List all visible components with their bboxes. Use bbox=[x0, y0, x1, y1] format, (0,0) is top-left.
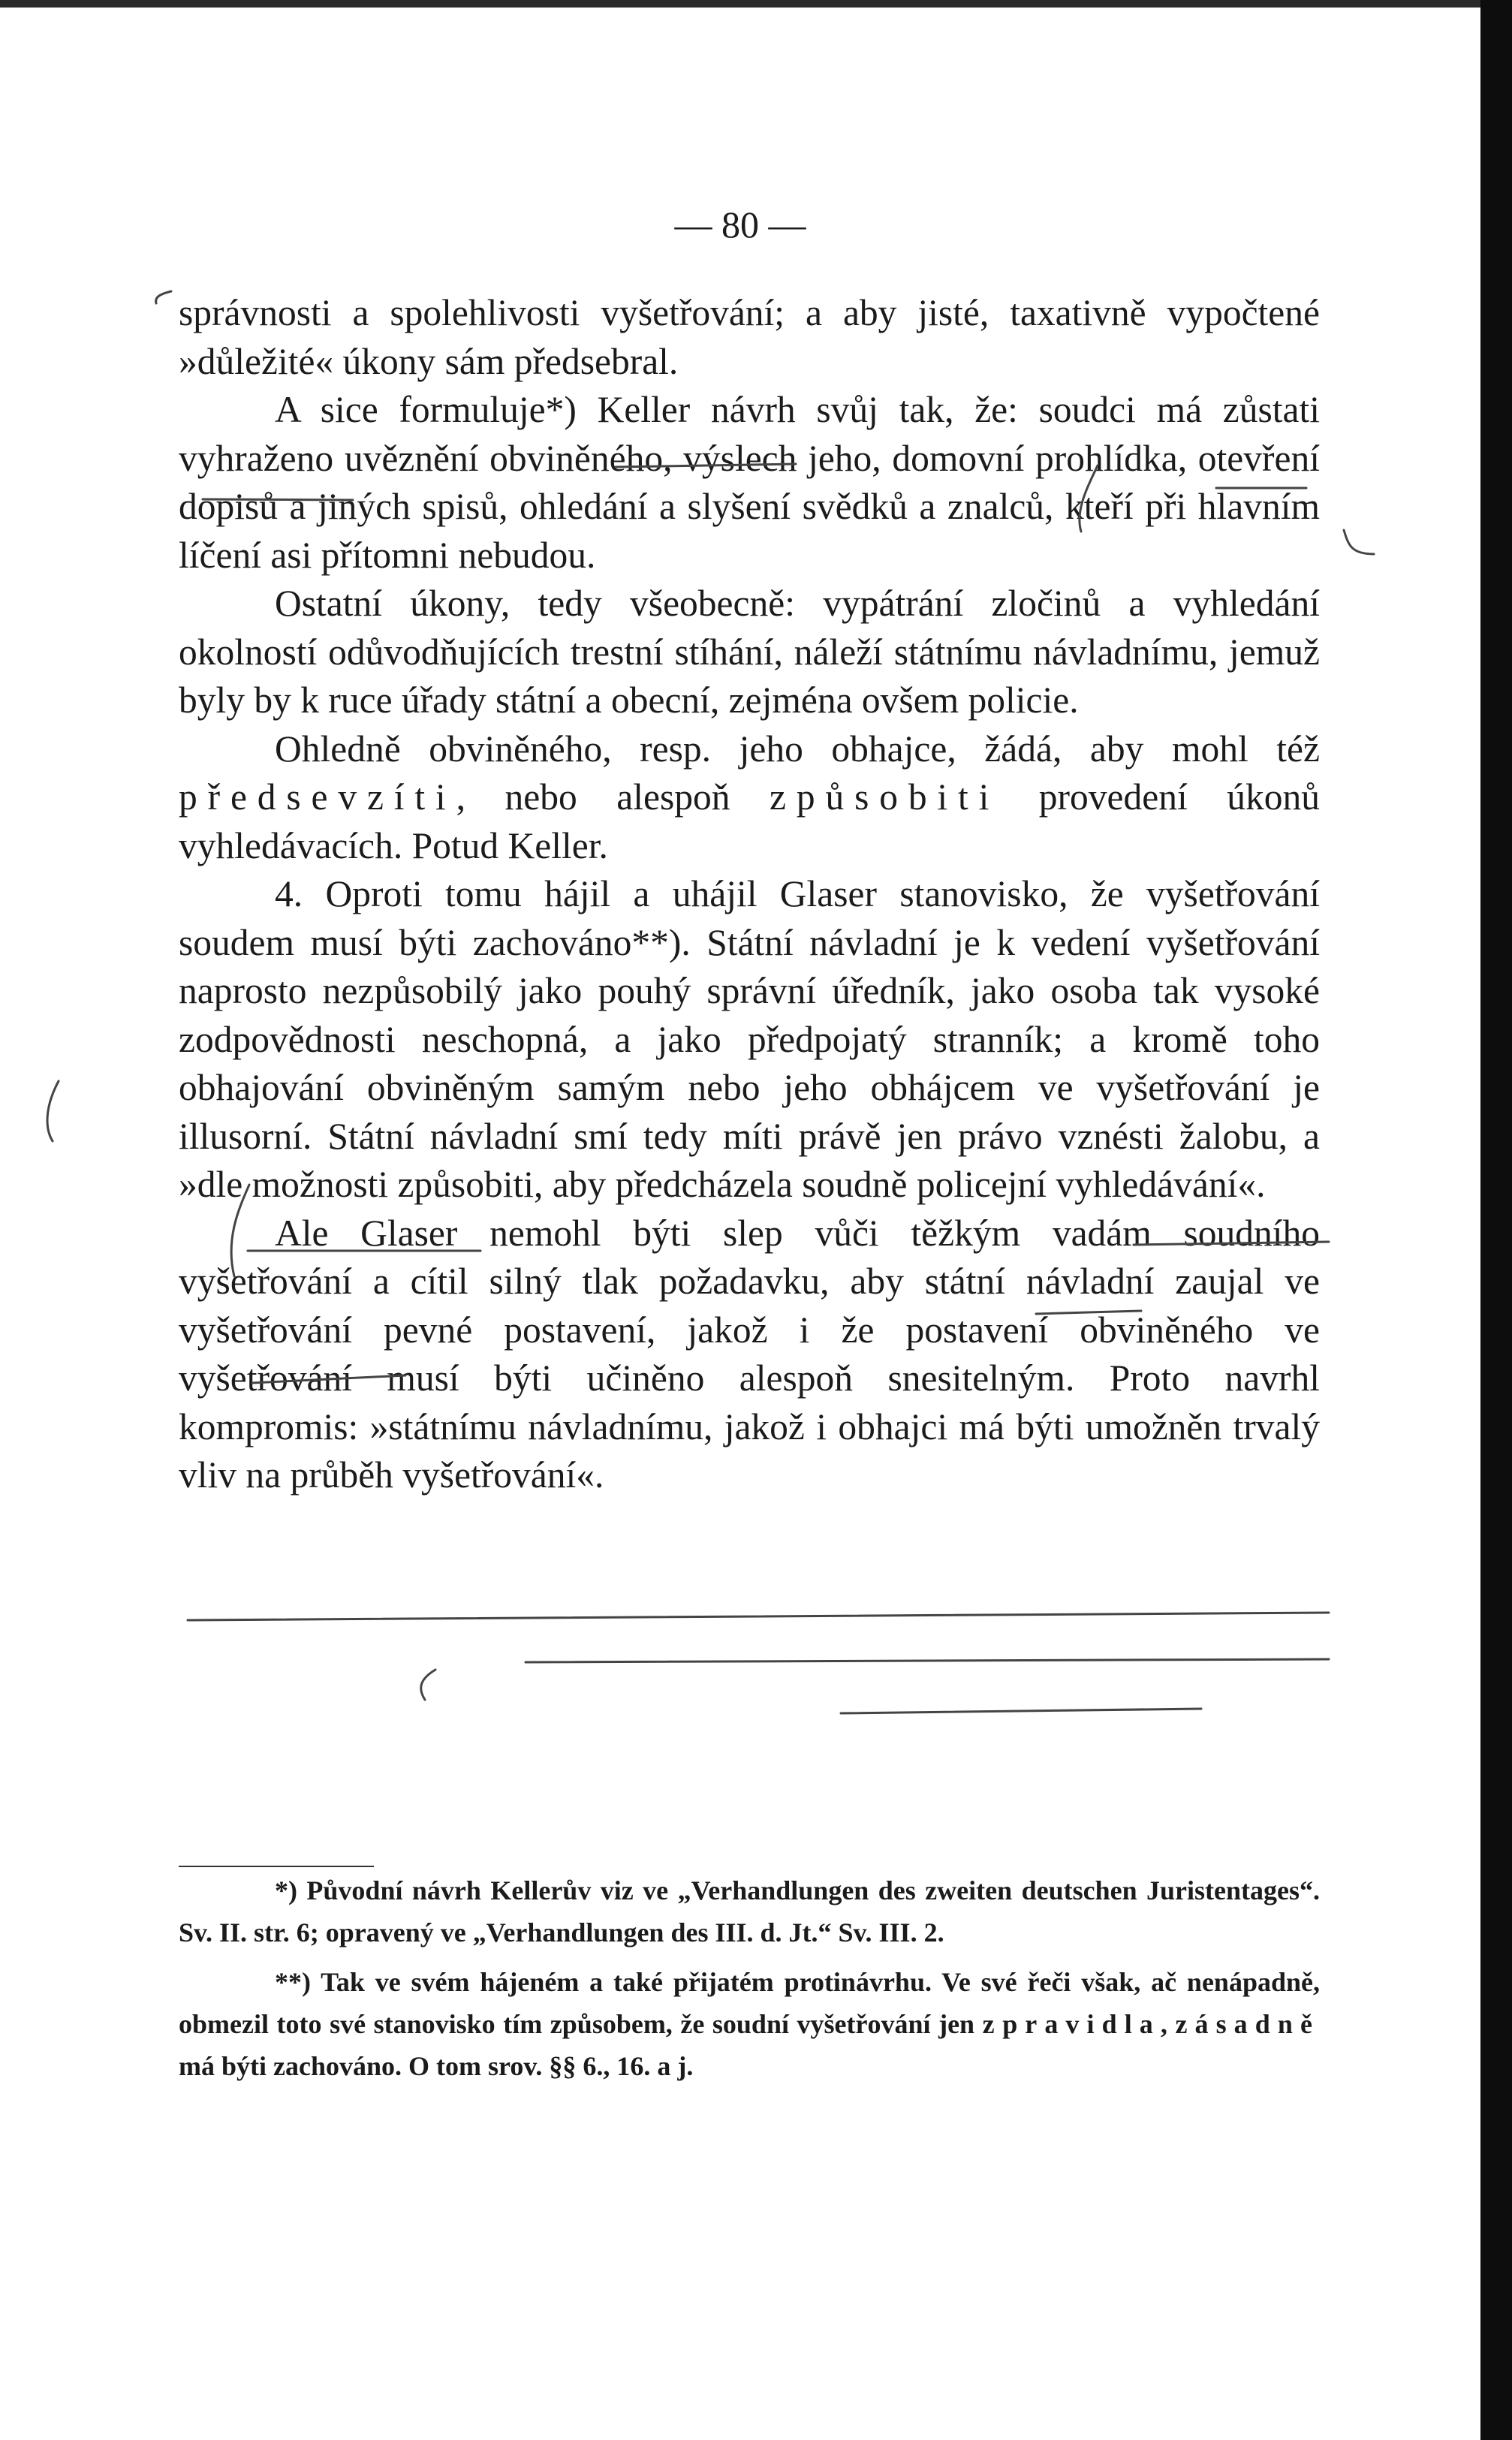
footnote-1: *) Původní návrh Kellerův viz ve „Verhandlungen des zweiten deutschen Juristentages“. Sv. II. str. 6; opravený ve „Verhandlungen des III. d. Jt.“ Sv. III. 2. bbox=[179, 1875, 1320, 1947]
spaced-word: předsevzíti bbox=[179, 776, 456, 818]
pencil-margin-mark bbox=[47, 1081, 59, 1141]
text-run: , nebo alespoň bbox=[456, 776, 770, 818]
spaced-word: pravidla bbox=[1002, 2009, 1161, 2039]
pencil-underline bbox=[203, 499, 353, 500]
paragraph-glaser-compromise: Ale Glaser nemohl býti slep vůči těžkým vadám soudního vyšetřování a cítil silný tlak požadavku, aby státní návladní zaujal ve vyšetřování pevné postavení, jakož i že postavení obviněného ve vyšetřování musí býti učiněno alespoň snesitelným. Proto navrhl kompromis: »státnímu návladnímu, jakož i obhajci má býti umožněn trvalý vliv na průběh vyšetřování«. bbox=[179, 1212, 1320, 1496]
text-run: má býti zachováno. O tom srov. §§ 6., 16. a j. bbox=[179, 2051, 694, 2081]
pencil-strike bbox=[252, 1375, 405, 1383]
pencil-underline bbox=[188, 1613, 1329, 1620]
page-number: — 80 — bbox=[674, 203, 806, 246]
text-run: provedení úkonů vyhledávacích. Potud Keller. bbox=[179, 776, 1320, 866]
pencil-underline bbox=[1036, 1311, 1141, 1314]
paragraph-keller-proposal: A sice formuluje*) Keller návrh svůj tak, že: soudci má zůstati vyhraženo uvěznění obviněného, výslech jeho, domovní prohlídka, otevření dopisů a jiných spisů, ohledání a slyšení svědků a znalců, kteří při hlavním líčení asi přítomni nebudou. bbox=[179, 389, 1320, 576]
pencil-check bbox=[421, 1670, 435, 1700]
spaced-word: způsobiti bbox=[770, 776, 1000, 818]
paragraph-other-acts: Ostatní úkony, tedy všeobecně: vypátrání zločinů a vyhledání okolností odůvodňujících trestní stíhání, náleží státnímu návladnímu, jemuž byly by k ruce úřady státní a obecní, zejména ovšem policie. bbox=[179, 583, 1320, 721]
text-run: , bbox=[1160, 2009, 1176, 2039]
pencil-check bbox=[1080, 465, 1098, 532]
pencil-check bbox=[1344, 530, 1374, 554]
text-run: **) Tak ve svém hájeném a také přijatém protinávrhu. Ve své řeči však, ač nenápadně, obmezil toto své stanovisko tím způsobem, že soudní vyšetřování jen z bbox=[179, 1967, 1320, 2039]
pencil-underline bbox=[526, 1659, 1329, 1662]
text-run: Ohledně obviněného, resp. jeho obhajce, žádá, aby mohl též bbox=[275, 727, 1320, 770]
pencil-underline bbox=[616, 464, 796, 467]
spaced-word: zásadně bbox=[1175, 2009, 1321, 2039]
pencil-underline bbox=[841, 1709, 1201, 1713]
pencil-check bbox=[231, 1185, 249, 1276]
pencil-bracket-top bbox=[156, 291, 171, 303]
paragraph-continued: správnosti a spolehlivosti vyšetřování; a aby jisté, taxativně vypočtené »důležité« úkony sám předsebral. bbox=[179, 292, 1320, 382]
paragraph-glaser-position: 4. Oproti tomu hájil a uhájil Glaser stanovisko, že vyšetřování soudem musí býti zachováno**). Státní návladní je k vedení vyšetřování naprosto nezpůsobilý jako pouhý správní úředník, jako osoba tak vysoké zodpovědnosti neschopná, a jako předpojatý stranník; a kromě toho obhajování obviněným samým nebo jeho obhájcem ve vyšetřování je illusorní. Státní návladní smí tedy míti právě jen právo vznésti žalobu, a »dle možnosti způsobiti, aby předcházela soudně policejní vyhledávání«. bbox=[179, 873, 1320, 1205]
pencil-underline bbox=[1134, 1242, 1329, 1245]
